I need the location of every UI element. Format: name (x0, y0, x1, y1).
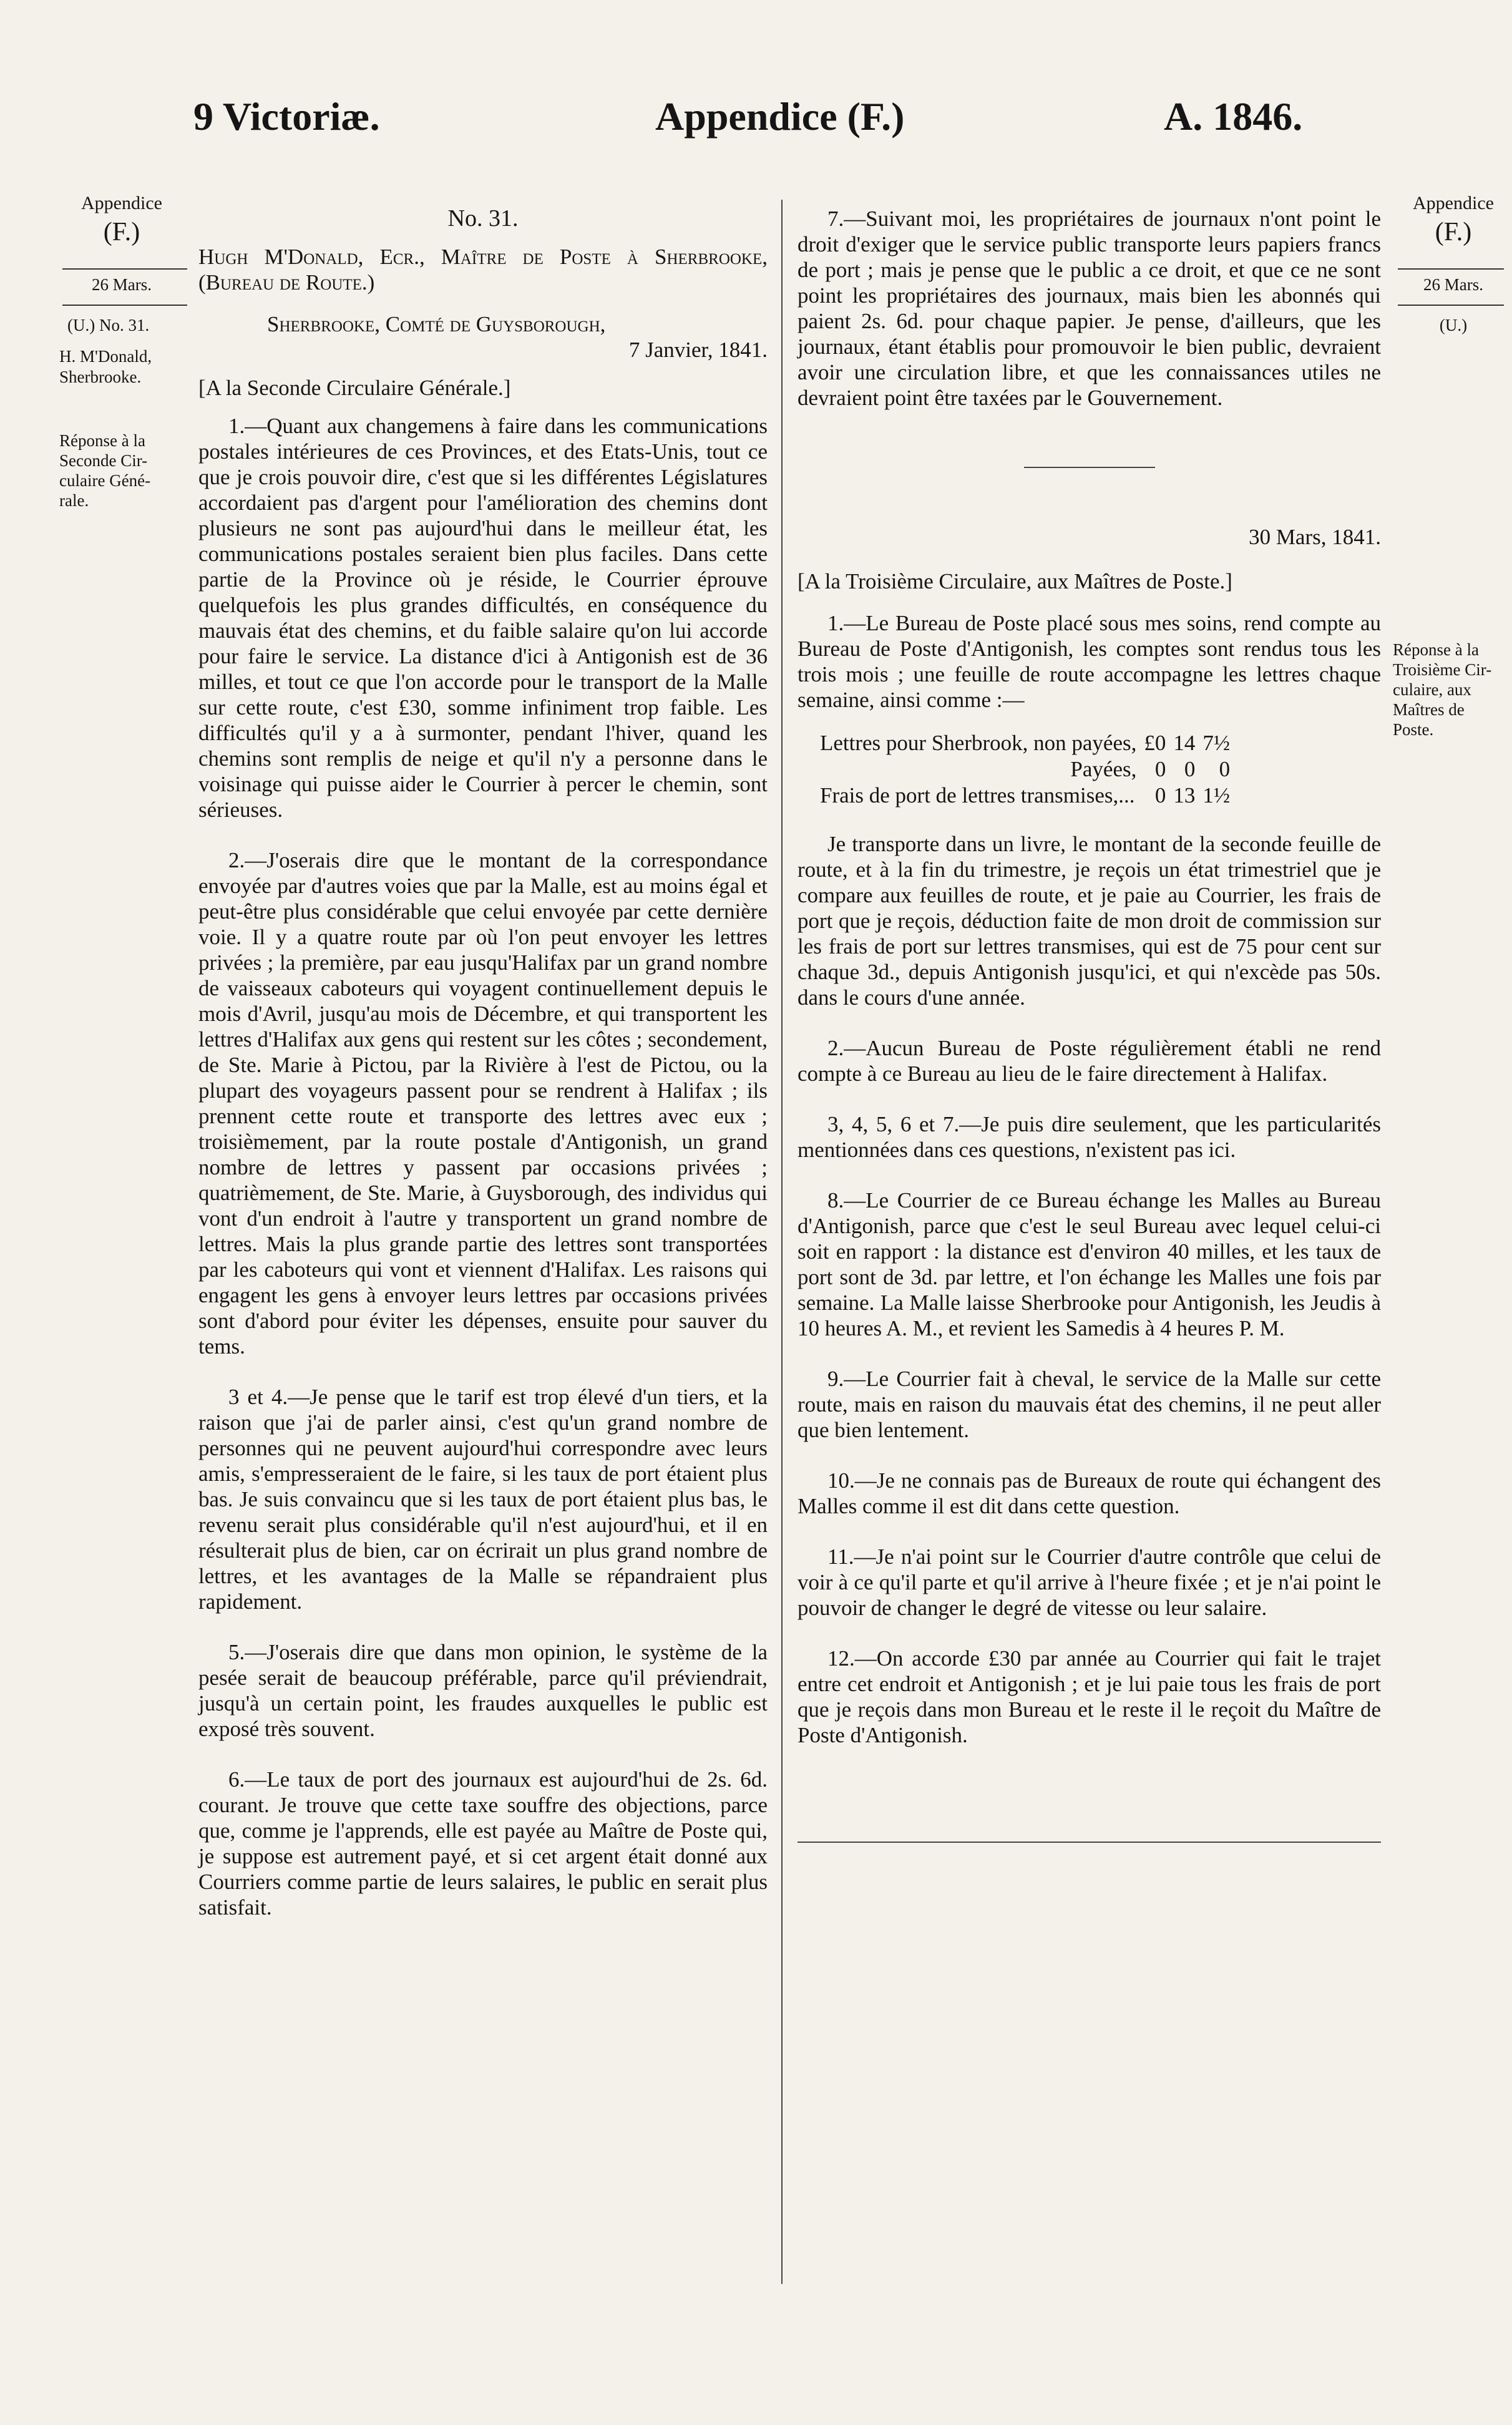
reply-paragraph-11: 11.—Je n'ai point sur le Courrier d'autre contrôle que celui de voir à ce qu'il parte et qu'il arrive à l'heure fixée ; et je n'ai point le pouvoir de changer le degré de vitesse ou leur salaire. (797, 1544, 1381, 1620)
accounts-shillings: 0 (1184, 757, 1196, 781)
reply-paragraph-9: 9.—Le Courrier fait à cheval, le service de la Malle sur cette route, mais en raison du mauvais état des chemins, il ne peut aller que bien lentement. (797, 1367, 1381, 1442)
header-year: A. 1846. (1164, 94, 1303, 139)
accounts-pounds: £0 (1144, 731, 1166, 755)
reply-paragraph-1: 1.—Le Bureau de Poste placé sous mes soins, rend compte au Bureau de Poste d'Antigonish, les comptes sont rendus tous les trois mois ; une feuille de route accompagne les lettres chaque semaine, ainsi comme :— (797, 611, 1381, 712)
accounts-pounds: 0 (1154, 757, 1166, 781)
accounts-pence: 7½ (1202, 731, 1231, 755)
margin-left-appendix-letter: (F.) (103, 218, 140, 246)
accounts-table (816, 730, 1234, 809)
accounts-pence: 0 (1219, 757, 1231, 781)
paragraph-5: 5.—J'oserais dire que dans mon opinion, le système de la pesée serait de beaucoup préférable, parce qu'il préviendrait, jusqu'à un certain point, les fraudes auxquelles le public est exposé très souvent. (198, 1640, 768, 1741)
accounts-row (816, 756, 1234, 783)
accounts-label: Payées, (1070, 757, 1137, 781)
accounts-shillings: 13 (1173, 783, 1196, 808)
letter-author: Hugh M'Donald, Ecr., Maître de Poste à Sherbrooke, (Bureau de Route.) (198, 245, 768, 295)
letter-place: Sherbrooke, Comté de Guysborough, (267, 312, 606, 336)
left-column (198, 206, 768, 1920)
reply-paragraph-3-7: 3, 4, 5, 6 et 7.—Je puis dire seulement, que les particularités mentionnées dans ces questions, n'existent pas ici. (797, 1112, 1381, 1162)
margin-left-date: 26 Mars. (92, 275, 152, 294)
margin-right-rule-2 (1398, 305, 1504, 306)
reply-paragraph-ledger: Je transporte dans un livre, le montant de la seconde feuille de route, et à la fin du trimestre, je reçois un état trimestriel que je compare aux feuilles de route, et je paie au Courrier, les frais de port que je reçois, déduction faite de mon droit de commission sur les frais de port sur lettres transmises, qui est de 75 pour cent sur chaque 3d., depuis Antigonish jusqu'ici, et qui n'excède pas 50s. dans le cours d'une année. (797, 832, 1381, 1010)
margin-left-name-1: H. M'Donald, (59, 347, 152, 366)
reply-paragraph-12: 12.—On accorde £30 par année au Courrier qui fait le trajet entre cet endroit et Antigonish ; et je lui paie tous les frais de port que je reçois dans mon Bureau et le reste il le reçoit du Maître de Poste d'Antigonish. (797, 1646, 1381, 1747)
letter-date: 7 Janvier, 1841. (628, 338, 768, 362)
accounts-row (816, 730, 1234, 756)
paragraph-1: 1.—Quant aux changemens à faire dans les communications postales intérieures de ces Provinces, et des Etats-Unis, tout ce que je crois pouvoir dire, c'est que si les différentes Législatures accordaient pas d'argent pour l'amélioration des chemins dont plusieurs ne sont pas aujourd'hui dans le meilleur état, les communications postales seraient bien plus faciles. Dans cette partie de la Province où je réside, le Courrier éprouve quelquefois les plus grandes difficultés, en conséquence du mauvais état des chemins, et du faible salaire qu'on lui accorde pour faire le service. La distance d'ici à Antigonish est de 36 milles, et tout ce que l'on accorde pour le transport de la Malle sur cette route, c'est £30, somme infiniment trop faible. Les difficultés qu'il y a à surmonter, pendant l'hiver, quand les chemins sont remplis de neige et qu'il n'y a personne dans le voisinage qui puisse aider le Courrier à percer le chemin, sont sérieuses. (198, 414, 768, 822)
margin-right-date: 26 Mars. (1423, 275, 1483, 294)
accounts-label: Lettres pour Sherbrook, non payées, (820, 731, 1137, 755)
paragraph-6: 6.—Le taux de port des journaux est aujourd'hui de 2s. 6d. courant. Je trouve que cette taxe souffre des objections, parce que, comme je l'apprends, elle est payée au Maître de Poste qui, je suppose est autrement payé, et si cet argent était donné aux Courriers comme partie de leurs salaires, le public en serait plus satisfait. (198, 1767, 768, 1920)
column-divider (781, 200, 783, 2284)
right-column (797, 206, 1381, 1843)
margin-right-rule (1398, 268, 1504, 270)
header-title: Appendice (F.) (655, 94, 905, 139)
margin-right-reply-note: Réponse à la Troisième Cir- culaire, aux Maîtres de Poste. (1393, 640, 1492, 739)
reply-paragraph-10: 10.—Je ne connais pas de Bureaux de route qui échangent des Malles comme il est dit dans cette question. (797, 1468, 1381, 1518)
margin-left-reply-note: Réponse à la Seconde Cir- culaire Géné- rale. (59, 431, 151, 510)
doc-number: No. 31. (447, 205, 519, 232)
accounts-shillings: 14 (1173, 731, 1196, 755)
margin-left-appendix-label: Appendice (81, 193, 162, 213)
accounts-row (816, 783, 1234, 809)
end-rule (797, 1842, 1381, 1843)
circular-heading-2: [A la Troisième Circulaire, aux Maîtres de Poste.] (797, 569, 1232, 593)
reply-paragraph-8: 8.—Le Courrier de ce Bureau échange les Malles au Bureau d'Antigonish, parce que c'est le seul Bureau avec lequel celui-ci soit en rapport : la distance est d'environ 40 milles, et les taux de port sont de 3d. par lettre, et l'on échange les Malles une fois par semaine. La Malle laisse Sherbrooke pour Antigonish, les Jeudis à 10 heures A. M., et revient les Samedis à 4 heures P. M. (797, 1188, 1381, 1340)
margin-left-number: (U.) No. 31. (67, 316, 150, 334)
second-date: 30 Mars, 1841. (1249, 525, 1381, 549)
circular-heading: [A la Seconde Circulaire Générale.] (198, 376, 511, 400)
accounts-label: Frais de port de lettres transmises,... (820, 783, 1135, 808)
paragraph-3-4: 3 et 4.—Je pense que le tarif est trop élevé d'un tiers, et la raison que j'ai de parler ainsi, c'est qu'un grand nombre de personnes qui ne peuvent aujourd'hui correspondre avec leurs amis, s'empresseraient de le faire, si les taux de port étaient plus bas. Je suis convaincu que si les taux de port étaient plus bas, le revenu serait plus considérable qu'il n'est aujourd'hui, et il en résulterait plus de bien, car on écrirait un plus grand nombre de lettres, et les avantages de la Malle se répandraient plus rapidement. (198, 1385, 768, 1614)
paragraph-7: 7.—Suivant moi, les propriétaires de journaux n'ont point le droit d'exiger que le service public transporte leurs papiers francs de port ; mais je pense que le public a ce droit, et que ce ne sont point les propriétaires des journaux, mais bien les abonnés qui paient 2s. 6d. pour chaque papier. Je pense, d'ailleurs, que les journaux, étant établis pour promouvoir le bien public, devraient avoir une circulation libre, et que les connaissances utiles ne devraient point être taxées par le Gouvernement. (797, 207, 1381, 410)
header-volume: 9 Victoriæ. (193, 94, 380, 139)
margin-right-appendix-label: Appendice (1413, 193, 1494, 213)
margin-left-name-2: Sherbrooke. (59, 368, 142, 386)
margin-left-rule (62, 268, 187, 270)
paragraph-2: 2.—J'oserais dire que le montant de la correspondance envoyée par d'autres voies que par la Malle, est au moins égal et peut-être plus considérable que celui envoyée par cette dernière voie. Il y a quatre route par où l'on peut envoyer les lettres privées ; la première, par eau jusqu'Halifax par un grand nombre de vaisseaux caboteurs qui voyagent continuellement depuis le mois d'Avril, jusqu'au mois de Décembre, et qui transportent les lettres d'Halifax aux gens qui restent sur les côtes ; secondement, de Ste. Marie à Pictou, par la Rivière à l'est de Pictou, ou la plupart des voyageurs passent pour se rendrent à Halifax ; ils prennent cette route et transporte des lettres avec eux ; troisièmement, par la route postale d'Antigonish, un grand nombre de lettres y passent par occasions privées ; quatrièmement, de Ste. Marie, à Guysborough, des individus qui vont d'un endroit à l'autre y transportent un grand nombre de lettres. Mais la plus grande partie des lettres sont transportées par les caboteurs qui vont et viennent d'Halifax. Les raisons qui engagent les gens à envoyer leurs lettres par occasions privées sont d'abord pour éviter les dépenses, ensuite pour sauver du tems. (198, 848, 768, 1359)
margin-left-rule-2 (62, 305, 187, 306)
reply-paragraph-2: 2.—Aucun Bureau de Poste régulièrement établi ne rend compte à ce Bureau au lieu de le faire directement à Halifax. (797, 1036, 1381, 1086)
margin-right-number: (U.) (1439, 316, 1468, 334)
margin-right-appendix-letter: (F.) (1435, 218, 1472, 246)
accounts-pence: 1½ (1202, 783, 1231, 808)
accounts-pounds: 0 (1154, 783, 1166, 808)
